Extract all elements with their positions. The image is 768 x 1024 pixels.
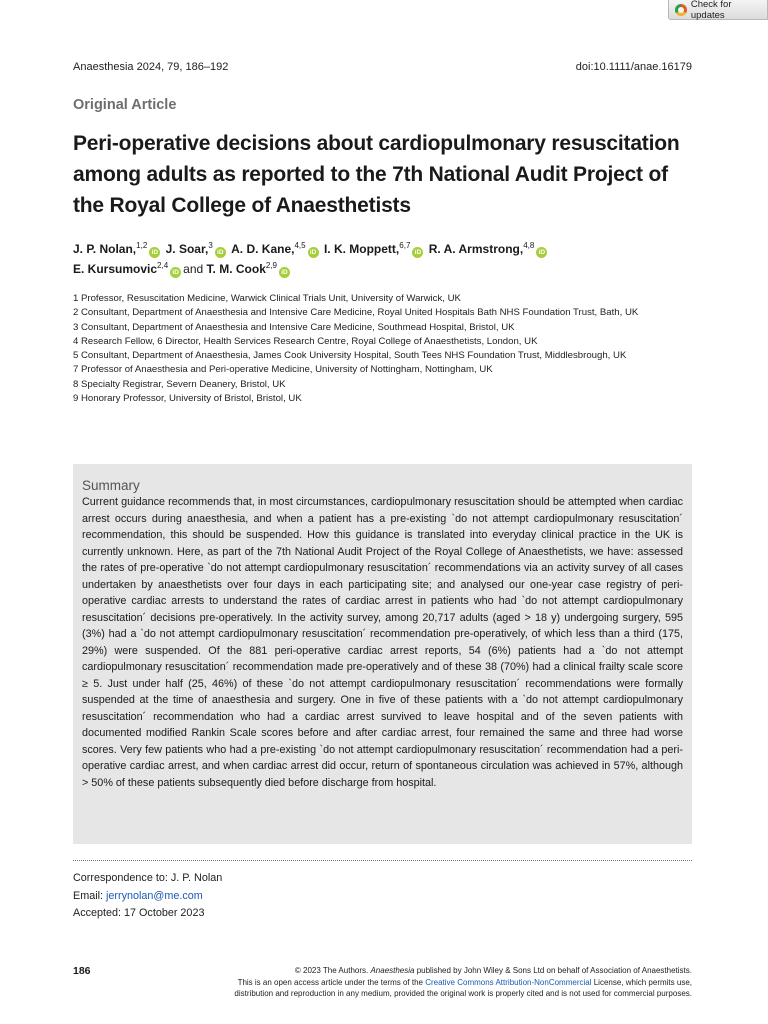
author-affiliation-sup: 2,4 (157, 261, 169, 270)
article-title: Peri-operative decisions about cardiopulmonary resuscitation among adults as reported to the 7th National Audit Project of the Royal College of Anaesthetists (73, 132, 680, 217)
footer-line-1 (160, 965, 692, 977)
affiliations (73, 292, 693, 406)
footer-line-2 (160, 977, 692, 989)
affiliation-item: 9 Honorary Professor, University of Bristol, Bristol, UK (73, 393, 302, 405)
journal-citation: Anaesthesia 2024, 79, 186–192 (73, 61, 229, 73)
authors-and: and (183, 262, 204, 276)
author-name: J. Soar, (165, 242, 209, 256)
author-name: A. D. Kane, (231, 242, 295, 256)
author-name: E. Kursumovic (73, 262, 158, 276)
author-name: I. K. Moppett, (323, 242, 400, 256)
orcid-icon[interactable]: iD (279, 267, 290, 278)
affiliation-item: 5 Consultant, Department of Anaesthesia, James Cook University Hospital, South Tees NHS Foundation Trust, Middlesbrough, UK (73, 350, 627, 362)
author-affiliation-sup: 1,2 (136, 241, 148, 250)
article-type-label: Original Article (73, 97, 177, 113)
orcid-icon[interactable]: iD (536, 247, 547, 258)
accepted-date: Accepted: 17 October 2023 (73, 907, 205, 919)
affiliation-item: 7 Professor of Anaesthesia and Peri-operative Medicine, University of Nottingham, Nottingham, UK (73, 364, 493, 376)
footer-license-pre: This is an open access article under the terms of the (237, 977, 426, 987)
check-for-updates-label: Check for updates (690, 0, 732, 21)
license-link[interactable]: Creative Commons Attribution-NonCommercial (425, 977, 592, 987)
affiliation-item: 1 Professor, Resuscitation Medicine, Warwick Clinical Trials Unit, University of Warwick, UK (73, 293, 461, 304)
affiliation-item: 2 Consultant, Department of Anaesthesia and Intensive Care Medicine, Royal United Hospitals Bath NHS Foundation Trust, Bath, UK (73, 307, 639, 319)
affiliation-item: 8 Specialty Registrar, Severn Deanery, Bristol, UK (73, 378, 286, 390)
orcid-icon[interactable]: iD (170, 267, 181, 278)
check-for-updates-button[interactable] (668, 0, 768, 20)
email-line (73, 888, 222, 906)
doi: doi:10.1111/anae.16179 (575, 61, 692, 73)
author-affiliation-sup: 4,5 (294, 241, 306, 250)
divider (73, 860, 692, 861)
affiliation-item: 3 Consultant, Department of Anaesthesia and Intensive Care Medicine, Southmead Hospital, Bristol, UK (73, 321, 515, 333)
page-number: 186 (73, 965, 91, 977)
correspondence-block (73, 870, 222, 923)
orcid-icon[interactable]: iD (308, 247, 319, 258)
author-affiliation-sup: 2,9 (265, 261, 277, 270)
email-link[interactable]: jerrynolan@me.com (106, 889, 203, 902)
footer-publisher: published by John Wiley & Sons Ltd on behalf of Association of Anaesthetists. (414, 966, 692, 975)
summary-text: Current guidance recommends that, in most circumstances, cardiopulmonary resuscitation should be attempted when cardiac arrest occurs during anaesthesia, and when a patient has a pre-existing `do not attempt cardiopulmonary resuscitation´ recommendation, this should be suspended. How this guidance is translated into everyday clinical practice in the UK is currently unknown. Here, as part of the 7th National Audit Project of the Royal College of Anaesthetists, we have: assessed the rates of pre-operative `do not attempt cardiopulmonary resuscitation´ recommendations via an activity survey of all cases undertaken by anaesthetists over four days in each participating site; and analysed our one-year case registry of peri-operative cardiac arrests to understand the rates of cardiac arrest in patients who had `do not attempt cardiopulmonary resuscitation´ decisions pre-operatively. In the activity survey, among 20,717 adults (aged > 18 y) undergoing surgery, 595 (3%) had a `do not attempt cardiopulmonary resuscitation´ recommendation pre-operatively, of which less than a third (175, 29%) were suspended. Of the 881 peri-operative cardiac arrest reports, 54 (6%) patients had a `do not attempt cardiopulmonary resuscitation´ recommendation made pre-operatively and of these 38 (70%) had a clinical frailty scale score ≥ 5. Just under half (25, 46%) of these `do not attempt cardiopulmonary resuscitation´ recommendations were formally suspended at the time of anaesthesia and surgery. One in five of these patients with a `do not attempt cardiopulmonary resuscitation´ recommendation who had a cardiac arrest survived to leave hospital and of the seven patients with documented modified Rankin Scale scores before and after cardiac arrest, four remained the same and three had worse scores. Very few patients who had a pre-existing `do not attempt cardiopulmonary resuscitation´ recommendation had a peri-operative cardiac arrest, and when cardiac arrest did occur, return of spontaneous circulation was achieved in 57%, although > 50% of these patients subsequently died before discharge from hospital. (82, 496, 683, 789)
summary-heading: Summary (82, 478, 140, 493)
orcid-icon[interactable]: iD (149, 247, 160, 258)
author-name: R. A. Armstrong, (428, 242, 524, 256)
footer-license-post: License, which permits use, (591, 977, 692, 987)
footer-line-3: distribution and reproduction in any medium, provided the original work is properly cited and is not used for commercial purposes. (234, 989, 692, 998)
correspondence-line: Correspondence to: J. P. Nolan (73, 872, 223, 884)
affiliation-item: 4 Research Fellow, 6 Director, Health Services Research Centre, Royal College of Anaesthetists, London, UK (73, 335, 538, 347)
orcid-icon[interactable]: iD (215, 247, 226, 258)
author-affiliation-sup: 3 (208, 241, 213, 250)
email-label: Email: (73, 889, 106, 902)
copyright-footer (160, 965, 692, 1000)
author-list (73, 239, 693, 279)
footer-copyright: © 2023 The Authors. (294, 966, 371, 975)
author-name: T. M. Cook (206, 262, 266, 276)
author-affiliation-sup: 6,7 (399, 241, 411, 250)
author-name: J. P. Nolan, (73, 242, 137, 256)
author-affiliation-sup: 4,8 (523, 241, 535, 250)
running-header (73, 61, 692, 73)
footer-journal-name: Anaesthesia (370, 966, 415, 975)
orcid-icon[interactable]: iD (412, 247, 423, 258)
summary-box (73, 464, 692, 844)
crossmark-icon (675, 4, 687, 16)
